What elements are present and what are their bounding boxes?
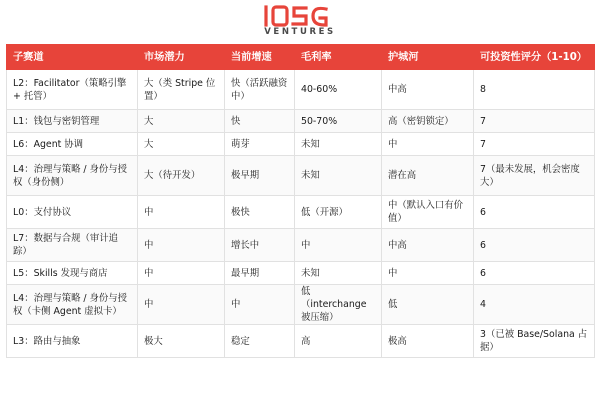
cell-subsector: L7：数据与合规（审计追踪） (7, 229, 138, 262)
table-row (7, 229, 595, 262)
cell-score: 6 (474, 262, 595, 285)
cell-growth: 增长中 (225, 229, 295, 262)
cell-score: 3（已被 Base/Solana 占据） (474, 325, 595, 358)
cell-margin: 中 (295, 229, 382, 262)
table-row (7, 196, 595, 229)
cell-margin: 50-70% (295, 110, 382, 133)
table-row (7, 156, 595, 196)
cell-growth: 最早期 (225, 262, 295, 285)
table-row (7, 285, 595, 325)
brand-header (0, 0, 600, 40)
table-row (7, 325, 595, 358)
cell-moat: 潜在高 (382, 156, 474, 196)
cell-moat: 中高 (382, 70, 474, 110)
cell-subsector: L6：Agent 协调 (7, 133, 138, 156)
cell-margin: 未知 (295, 262, 382, 285)
cell-subsector: L4：治理与策略 / 身份与授权（身份侧） (7, 156, 138, 196)
cell-score: 6 (474, 229, 595, 262)
table-row (7, 70, 595, 110)
header-subsector: 子赛道 (7, 45, 138, 70)
table-row (7, 110, 595, 133)
header-investability: 可投资性评分（1-10） (474, 45, 595, 70)
cell-market: 极大 (138, 325, 225, 358)
cell-score: 7（最未发展，机会密度大） (474, 156, 595, 196)
cell-market: 大 (138, 133, 225, 156)
cell-score: 4 (474, 285, 595, 325)
cell-margin: 高 (295, 325, 382, 358)
cell-market: 中 (138, 285, 225, 325)
cell-growth: 快（活跃融资中） (225, 70, 295, 110)
cell-growth: 中 (225, 285, 295, 325)
header-growth: 当前增速 (225, 45, 295, 70)
cell-market: 大（类 Stripe 位置） (138, 70, 225, 110)
cell-market: 中 (138, 262, 225, 285)
cell-margin: 40-60% (295, 70, 382, 110)
cell-market: 中 (138, 196, 225, 229)
cell-subsector: L4：治理与策略 / 身份与授权（卡侧 Agent 虚拟卡） (7, 285, 138, 325)
cell-score: 7 (474, 110, 595, 133)
cell-moat: 中 (382, 133, 474, 156)
header-market-potential: 市场潜力 (138, 45, 225, 70)
table-row (7, 133, 595, 156)
iosg-logo-icon (262, 4, 338, 28)
cell-margin: 未知 (295, 156, 382, 196)
cell-market: 中 (138, 229, 225, 262)
cell-moat: 中（默认入口有价值） (382, 196, 474, 229)
cell-growth: 稳定 (225, 325, 295, 358)
cell-subsector: L5：Skills 发现与商店 (7, 262, 138, 285)
cell-market: 大（待开发） (138, 156, 225, 196)
subsector-table (6, 44, 595, 358)
cell-margin: 低（interchange 被压缩） (295, 285, 382, 325)
cell-moat: 中高 (382, 229, 474, 262)
cell-subsector: L1：钱包与密钥管理 (7, 110, 138, 133)
cell-moat: 极高 (382, 325, 474, 358)
cell-growth: 萌芽 (225, 133, 295, 156)
cell-growth: 快 (225, 110, 295, 133)
cell-moat: 高（密钥锁定） (382, 110, 474, 133)
logo-subtitle: VENTURES (264, 27, 336, 37)
cell-subsector: L0：支付协议 (7, 196, 138, 229)
table-row (7, 262, 595, 285)
cell-moat: 中 (382, 262, 474, 285)
table-header-row (7, 45, 595, 70)
cell-moat: 低 (382, 285, 474, 325)
cell-market: 大 (138, 110, 225, 133)
header-gross-margin: 毛利率 (295, 45, 382, 70)
cell-growth: 极早期 (225, 156, 295, 196)
cell-subsector: L3：路由与抽象 (7, 325, 138, 358)
cell-score: 6 (474, 196, 595, 229)
cell-margin: 低（开源） (295, 196, 382, 229)
cell-subsector: L2：Facilitator（策略引擎 + 托管） (7, 70, 138, 110)
cell-score: 7 (474, 133, 595, 156)
cell-margin: 未知 (295, 133, 382, 156)
cell-growth: 极快 (225, 196, 295, 229)
header-moat: 护城河 (382, 45, 474, 70)
cell-score: 8 (474, 70, 595, 110)
